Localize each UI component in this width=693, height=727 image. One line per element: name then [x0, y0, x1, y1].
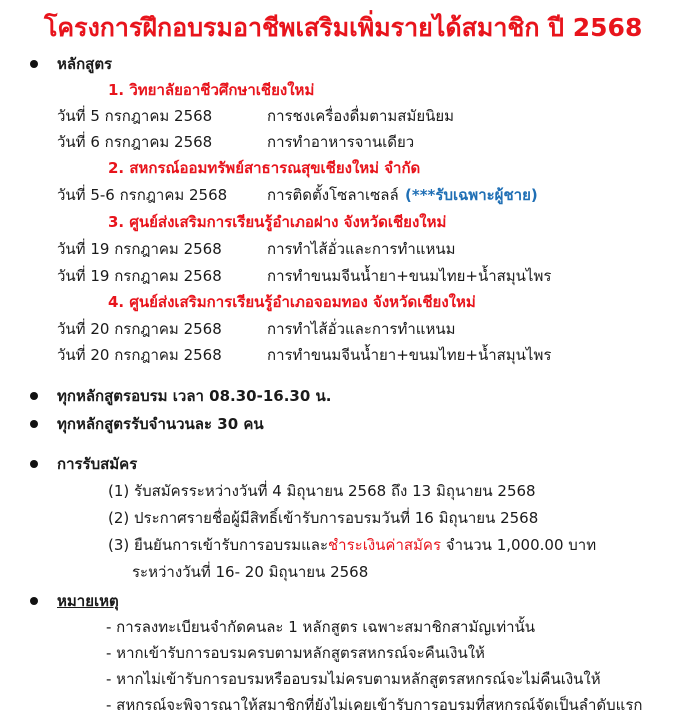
bullet-icon [30, 420, 38, 428]
session-date: วันที่ 6 กรกฎาคม 2568 [57, 133, 213, 151]
session-topic: การชงเครื่องดื่มตามสมัยนิยม [267, 107, 455, 125]
session-date: วันที่ 19 กรกฎาคม 2568 [57, 267, 222, 285]
remark-item: - หากไม่เข้ารับการอบรมหรืออบรมไม่ครบตามหลักสูตรสหกรณ์จะไม่คืนเงินให้ [106, 670, 601, 688]
institution-name: 2. สหกรณ์ออมทรัพย์สาธารณสุขเชียงใหม่ จำกัด [108, 159, 421, 177]
session-topic: การทำขนมจีนน้ำยา+ขนมไทย+น้ำสมุนไพร [267, 267, 552, 285]
registration-item-continued: ระหว่างวันที่ 16- 20 มิถุนายน 2568 [132, 563, 369, 581]
bullet-icon [30, 60, 38, 68]
registration-item-text: (3) ยืนยันการเข้ารับการอบรมและ [108, 536, 328, 554]
registration-fee-highlight: ชำระเงินค่าสมัคร [328, 536, 442, 554]
session-topic: การติดตั้งโซลาเซลล์ [267, 186, 399, 204]
session-date: วันที่ 20 กรกฎาคม 2568 [57, 346, 222, 364]
bullet-icon [30, 392, 38, 400]
session-topic: การทำขนมจีนน้ำยา+ขนมไทย+น้ำสมุนไพร [267, 346, 552, 364]
registration-item [108, 535, 596, 555]
registration-item: (1) รับสมัครระหว่างวันที่ 4 มิถุนายน 2568 ถึง 13 มิถุนายน 2568 [108, 482, 536, 500]
session-date: วันที่ 20 กรกฎาคม 2568 [57, 320, 222, 338]
institution-name: 1. วิทยาลัยอาชีวศึกษาเชียงใหม่ [108, 81, 315, 99]
session-date: วันที่ 19 กรกฎาคม 2568 [57, 240, 222, 258]
remark-item: - การลงทะเบียนจำกัดคนละ 1 หลักสูตร เฉพาะสมาชิกสามัญเท่านั้น [106, 618, 536, 636]
session-topic: การทำไส้อั่วและการทำแหนม [267, 320, 456, 338]
bullet-icon [30, 597, 38, 605]
session-topic: การทำอาหารจานเดียว [267, 133, 415, 151]
page-title: โครงการฝึกอบรมอาชีพเสริมเพิ่มรายได้สมาชิก ปี 2568 [44, 13, 643, 42]
training-time: ทุกหลักสูตรอบรม เวลา 08.30-16.30 น. [57, 387, 332, 405]
session-date: วันที่ 5-6 กรกฎาคม 2568 [57, 186, 228, 204]
session-date: วันที่ 5 กรกฎาคม 2568 [57, 107, 213, 125]
remark-item: - หากเข้ารับการอบรมครบตามหลักสูตรสหกรณ์จะคืนเงินให้ [106, 644, 485, 662]
institution-name: 4. ศูนย์ส่งเสริมการเรียนรู้อำเภอจอมทอง จังหวัดเชียงใหม่ [108, 293, 476, 311]
bullet-icon [30, 460, 38, 468]
session-topic: การทำไส้อั่วและการทำแหนม [267, 240, 456, 258]
institution-name: 3. ศูนย์ส่งเสริมการเรียนรู้อำเภอฝาง จังหวัดเชียงใหม่ [108, 213, 447, 231]
session-note: (***รับเฉพาะผู้ชาย) [405, 186, 538, 204]
registration-item-text: จำนวน 1,000.00 บาท [441, 536, 597, 554]
capacity: ทุกหลักสูตรรับจำนวนละ 30 คน [57, 415, 264, 433]
registration-heading: การรับสมัคร [57, 455, 138, 473]
courses-heading: หลักสูตร [57, 55, 113, 73]
remark-item: - สหกรณ์จะพิจารณาให้สมาชิกที่ยังไม่เคยเข้ารับการอบรมที่สหกรณ์จัดเป็นลำดับแรก [106, 696, 643, 714]
registration-item: (2) ประกาศรายชื่อผู้มีสิทธิ์เข้ารับการอบรมวันที่ 16 มิถุนายน 2568 [108, 509, 539, 527]
remarks-heading: หมายเหตุ [57, 592, 119, 610]
